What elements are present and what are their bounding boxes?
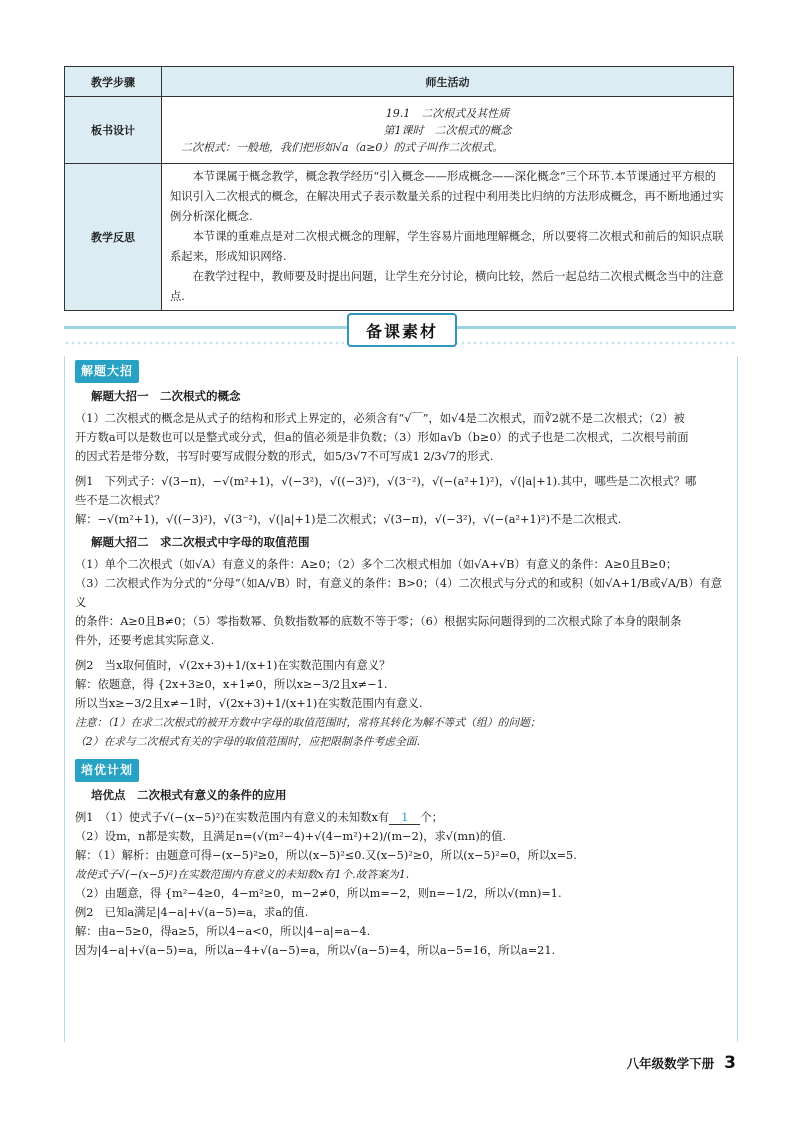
adv-example1-a bbox=[75, 808, 729, 827]
tip2-heading: 解题大招二 求二次根式中字母的取值范围 bbox=[91, 535, 310, 549]
tip2-line: （1）单个二次根式（如√A）有意义的条件：A≥0；（2）多个二次根式相加（如√A+√B）有意义的条件：A≥0且B≥0； bbox=[75, 558, 678, 571]
adv-solution1-line: （2）由题意，得 {m²−4≥0，4−m²≥0，m−2≠0，所以m=−2，则n=−1/2，所以√(mn)=1. bbox=[75, 887, 562, 900]
example1-solution: 解：−√(m²+1)，√((−3)²)，√(3⁻²)，√(|a|+1)是二次根式；√(3−π)，√(−3²)，√(−(a²+1)²)不是二次根式. bbox=[75, 513, 622, 526]
board-design bbox=[162, 97, 734, 164]
page-number: 3 bbox=[724, 1053, 736, 1073]
board-subtitle: 第1课时 二次根式的概念 bbox=[383, 123, 512, 137]
adv-example1-b: （2）设m，n都是实数，且满足n=(√(m²−4)+√(4−m²)+2)/(m−2)，求√(mn)的值. bbox=[75, 830, 506, 843]
example1-line: 例1 下列式子：√(3−π)，−√(m²+1)，√(−3²)，√((−3)²)，√(3⁻²)，√(−(a²+1)²)，√(|a|+1).其中，哪些是二次根式？哪 bbox=[75, 475, 697, 488]
section-tag-tips: 解题大招 bbox=[75, 360, 139, 383]
tip2-line: 的条件：A≥0且B≠0；（5）零指数幂、负数指数幂的底数不等于零；（6）根据实际问题得到的二次根式除了本身的限制条 bbox=[75, 615, 682, 628]
adv-example2: 例2 已知a满足|4−a|+√(a−5)=a，求a的值. bbox=[75, 906, 309, 919]
header-right: 师生活动 bbox=[162, 67, 734, 97]
reflection-text bbox=[162, 164, 734, 311]
lesson-table bbox=[64, 66, 734, 311]
example1-line: 些不是二次根式？ bbox=[75, 494, 166, 507]
book-title: 八年级数学下册 bbox=[626, 1056, 715, 1071]
reflection-paragraph: 在教学过程中，教师要及时提出问题，让学生充分讨论，横向比较，然后一起总结二次根式概念当中的注意点. bbox=[170, 270, 724, 303]
answer-blank: 1 bbox=[389, 811, 420, 825]
tip1-line: 开方数a可以是数也可以是整式或分式，但a的值必须是非负数；（3）形如a√b（b≥0）的式子也是二次根式，二次根号前面 bbox=[75, 431, 689, 444]
example2-solution: 解：依题意，得 {2x+3≥0，x+1≠0，所以x≥−3/2且x≠−1. bbox=[75, 678, 388, 691]
adv-solution1-line: 解：（1）解析：由题意可得−(x−5)²≥0，所以(x−5)²≤0.又(x−5)²≥0，所以(x−5)²=0，所以x=5. bbox=[75, 849, 577, 862]
section-banner: 备课素材 bbox=[347, 313, 457, 347]
tip1-heading: 解题大招一 二次根式的概念 bbox=[91, 389, 241, 403]
adv-solution2-line: 解：由a−5≥0，得a≥5，所以4−a<0，所以|4−a|=a−4. bbox=[75, 925, 371, 938]
adv-solution2-line: 因为|4−a|+√(a−5)=a，所以a−4+√(a−5)=a，所以√(a−5)=4，所以a−5=16，所以a=21. bbox=[75, 944, 556, 957]
section-tag-advanced: 培优计划 bbox=[75, 759, 139, 782]
example2-question: 例2 当x取何值时，√(2x+3)+1/(x+1)在实数范围内有意义？ bbox=[75, 659, 391, 672]
adv-example1-a-text: 例1 （1）使式子√(−(x−5)²)在实数范围内有意义的未知数x有 bbox=[75, 811, 390, 824]
row-label-reflection: 教学反思 bbox=[65, 164, 162, 311]
page-footer bbox=[627, 1053, 736, 1073]
note-line: （2）在求与二次根式有关的字母的取值范围时，应把限制条件考虑全面. bbox=[75, 735, 421, 748]
tip1-line: （1）二次根式的概念是从式子的结构和形式上界定的，必须含有“√￣”，如√4是二次根式，而∛2就不是二次根式；（2）被 bbox=[75, 412, 685, 425]
header-left: 教学步骤 bbox=[65, 67, 162, 97]
reflection-paragraph: 本节课属于概念教学，概念教学经历“引入概念——形成概念——深化概念”三个环节.本节课通过平方根的知识引入二次根式的概念，在解决用式子表示数量关系的过程中利用类比归纳的方法形成概念，再不断地通过实例分析深化概念. bbox=[170, 170, 724, 223]
tip2-line: 件外，还要考虑其实际意义. bbox=[75, 634, 215, 647]
tip2-line: （3）二次根式作为分式的“分母”（如A/√B）时，有意义的条件：B>0；（4）二次根式与分式的和或积（如√A+1/B或√A/B）有意义 bbox=[75, 577, 722, 609]
board-title: 19.1 二次根式及其性质 bbox=[385, 106, 510, 120]
reflection-paragraph: 本节课的重难点是对二次根式概念的理解，学生容易片面地理解概念，所以要将二次根式和前后的知识点联系起来，形成知识网络. bbox=[170, 230, 724, 263]
example2-solution: 所以当x≥−3/2且x≠−1时，√(2x+3)+1/(x+1)在实数范围内有意义. bbox=[75, 697, 423, 710]
adv-example1-a-tail: 个； bbox=[420, 811, 443, 824]
board-definition: 二次根式：一般地，我们把形如√a（a≥0）的式子叫作二次根式。 bbox=[181, 140, 504, 154]
tip1-line: 的因式若是带分数，书写时要写成假分数的形式，如5/3√7不可写成1 2/3√7的形式. bbox=[75, 450, 494, 463]
note-line: 注意：（1）在求二次根式的被开方数中字母的取值范围时，常将其转化为解不等式（组）的问题； bbox=[75, 716, 541, 729]
main-content bbox=[75, 360, 729, 960]
row-label-board: 板书设计 bbox=[65, 97, 162, 164]
adv-solution1-line: 故使式子√(−(x−5)²)在实数范围内有意义的未知数x有1个.故答案为1. bbox=[75, 868, 410, 881]
advanced-heading: 培优点 二次根式有意义的条件的应用 bbox=[91, 788, 287, 802]
